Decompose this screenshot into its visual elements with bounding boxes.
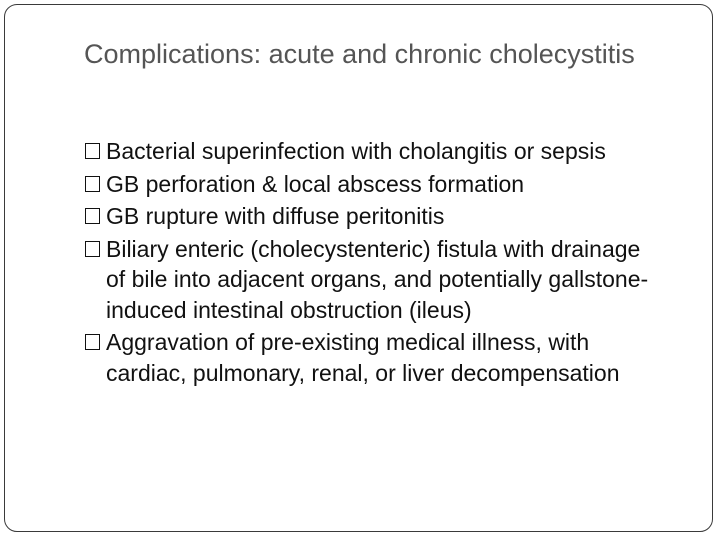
bullet-text: GB rupture with diffuse peritonitis — [106, 203, 445, 229]
bullet-text: GB perforation & local abscess formation — [106, 170, 525, 197]
square-bullet-icon — [85, 176, 100, 192]
square-bullet-icon — [85, 208, 100, 224]
slide-frame — [4, 4, 713, 532]
list-item — [85, 169, 665, 200]
slide-title: Complications: acute and chronic cholecystitis — [84, 39, 635, 69]
bullet-list — [85, 136, 665, 388]
square-bullet-icon — [85, 143, 100, 159]
list-item — [85, 327, 665, 388]
list-item — [85, 234, 665, 326]
list-item — [85, 201, 665, 232]
bullet-text: Aggravation of pre-existing medical illness, with cardiac, pulmonary, renal, or liver decompensation — [106, 329, 620, 386]
bullet-text: Biliary enteric (cholecystenteric) fistula with drainage of bile into adjacent organs, and potentially gallstone-induced intestinal obstruction (ileus) — [106, 235, 649, 323]
square-bullet-icon — [85, 334, 100, 350]
list-item — [85, 136, 665, 167]
bullet-text: Bacterial superinfection with cholangitis or sepsis — [106, 138, 606, 164]
square-bullet-icon — [85, 241, 100, 257]
